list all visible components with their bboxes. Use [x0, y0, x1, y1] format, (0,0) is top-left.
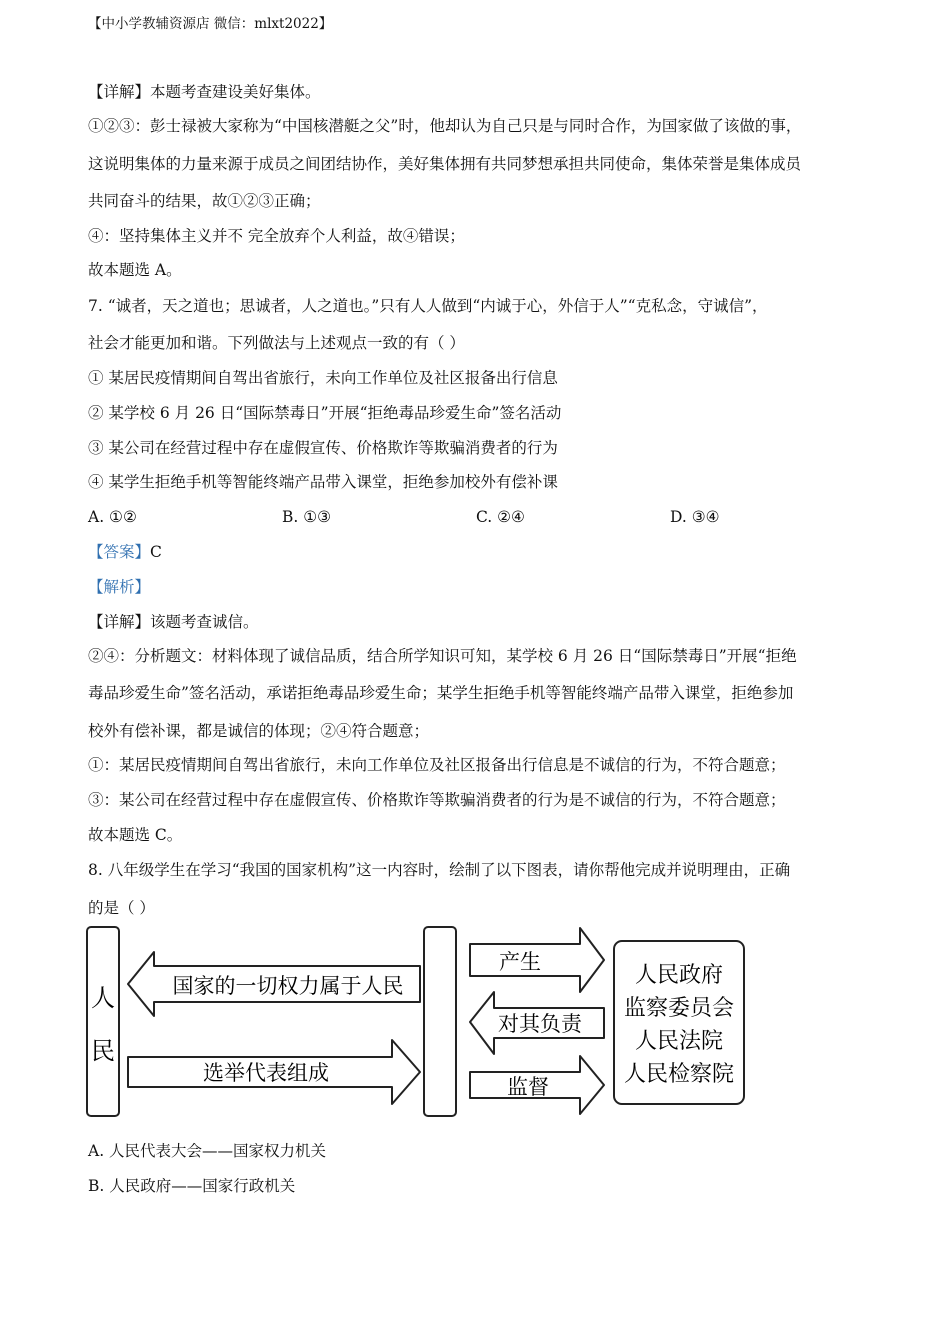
q7-stem: 社会才能更加和谐。下列做法与上述观点一致的有（ ） [88, 334, 465, 352]
answer-tag: 【答案】 [88, 543, 151, 561]
arrow-produce-label: 产生 [499, 950, 541, 974]
arrow-elect-label: 选举代表组成 [203, 1061, 329, 1085]
q8-stem: 的是（ ） [88, 899, 155, 917]
q7-explanation-line: ②④：分析题文：材料体现了诚信品质，结合所学知识可知，某学校 6 月 26 日“国际禁毒日”开展“拒绝 [88, 647, 797, 665]
organ-label: 监察委员会 [623, 996, 735, 1021]
q7-item: ④ 某学生拒绝手机等智能终端产品带入课堂，拒绝参加校外有偿补课 [88, 473, 558, 491]
arrow-power-label: 国家的一切权力属于人民 [172, 974, 404, 998]
q7-explanation-line: 校外有偿补课，都是诚信的体现；②④符合题意； [88, 722, 430, 740]
organ-label: 人民政府 [634, 963, 724, 988]
q7-explanation-line: 毒品珍爱生命”签名活动，承诺拒绝毒品珍爱生命；某学生拒绝手机等智能终端产品带入课堂，拒绝参加 [88, 684, 794, 702]
q6-conclusion: 故本题选 A。 [88, 261, 182, 279]
q8-stem: 8. 八年级学生在学习“我国的国家机构”这一内容时，绘制了以下图表，请你帮他完成并说明理由，正确 [88, 861, 791, 879]
q7-option-b: B. ①③ [282, 508, 332, 526]
q8-option-a: A. 人民代表大会——国家权力机关 [88, 1142, 327, 1160]
q7-item: ① 某居民疫情期间自驾出省旅行，未向工作单位及社区报备出行信息 [88, 369, 558, 387]
q6-explanation-line: ④：坚持集体主义并不 完全放弃个人利益，故④错误； [88, 227, 465, 245]
q7-option-a: A. ①② [88, 508, 137, 526]
q7-explanation-line: ①：某居民疫情期间自驾出省旅行，未向工作单位及社区报备出行信息是不诚信的行为，不符合题意； [88, 756, 786, 774]
blank-box [424, 927, 456, 1116]
people-label: 人 [91, 984, 115, 1012]
organ-label: 人民法院 [634, 1029, 724, 1054]
q7-answer [88, 542, 162, 562]
people-label: 民 [91, 1037, 115, 1065]
answer-value: C [150, 543, 162, 561]
arrow-responsible-label: 对其负责 [498, 1012, 582, 1036]
q7-analysis-tag: 【解析】 [88, 578, 151, 596]
arrow-supervise-label: 监督 [507, 1075, 549, 1099]
people-box [87, 927, 119, 1116]
q7-explanation-line: ③：某公司在经营过程中存在虚假宣传、价格欺诈等欺骗消费者的行为是不诚信的行为，不符合题意； [88, 791, 786, 809]
q7-option-c: C. ②④ [476, 508, 525, 526]
state-organs-diagram [80, 922, 760, 1126]
q8-option-b: B. 人民政府——国家行政机关 [88, 1177, 296, 1195]
source-header: 【中小学教辅资源店 微信：mlxt2022】 [88, 16, 333, 32]
q7-stem: 7. “诚者，天之道也；思诚者，人之道也。”只有人人做到“内诚于心，外信于人”“克私念，守诚信”， [88, 297, 768, 315]
q6-explanation-line: ①②③：彭士禄被大家称为“中国核潜艇之父”时，他却认为自己只是与同时合作，为国家做了该做的事， [88, 117, 802, 135]
q6-detail-heading: 【详解】本题考查建设美好集体。 [88, 83, 321, 101]
q7-conclusion: 故本题选 C。 [88, 826, 183, 844]
q7-item: ③ 某公司在经营过程中存在虚假宣传、价格欺诈等欺骗消费者的行为 [88, 439, 558, 457]
q7-detail-heading: 【详解】该题考查诚信。 [88, 613, 259, 631]
q7-item: ② 某学校 6 月 26 日“国际禁毒日”开展“拒绝毒品珍爱生命”签名活动 [88, 404, 562, 422]
q6-explanation-line: 共同奋斗的结果，故①②③正确； [88, 192, 321, 210]
organ-label: 人民检察院 [623, 1062, 735, 1087]
q6-explanation-line: 这说明集体的力量来源于成员之间团结协作，美好集体拥有共同梦想承担共同使命，集体荣誉是集体成员 [88, 155, 802, 173]
q7-option-d: D. ③④ [670, 508, 720, 526]
